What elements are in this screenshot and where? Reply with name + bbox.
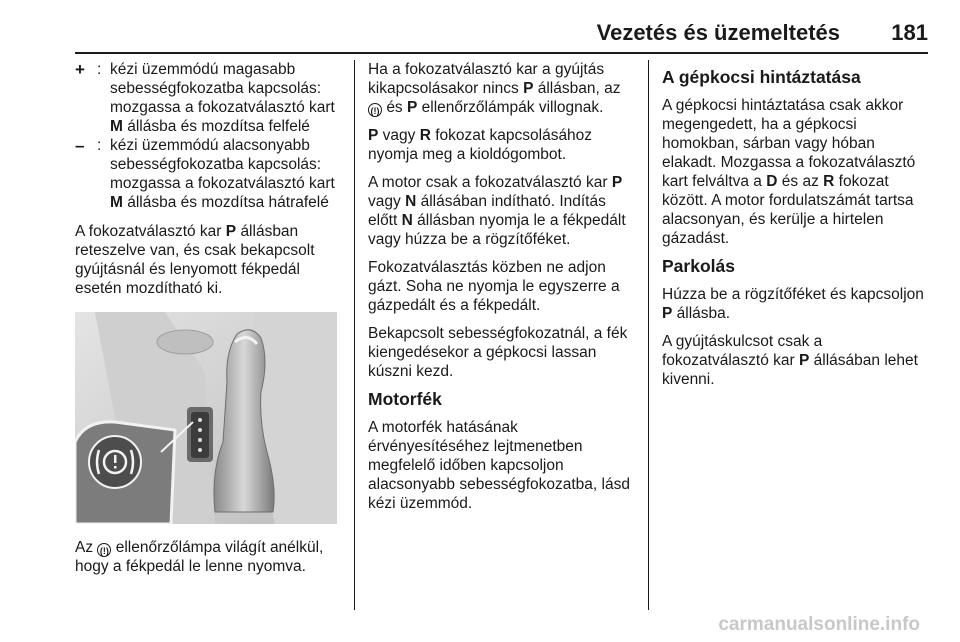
paragraph-ignition: Ha a fokozatválasztó kar a gyújtás kikapcsolásakor nincs P állásban, az (!) és P ellenőrzőlámpák villognak. (368, 61, 621, 116)
header-rule (75, 52, 928, 54)
bullet-text: kézi üzemmódú alacsonyabb sebességfokozatba kapcsolás: mozgassa a fokozatválasztó kart M állásba és mozdítsa hátrafelé (110, 137, 335, 211)
brake-pedal-warning-icon: (!) (97, 543, 111, 557)
column-2 (368, 60, 633, 522)
paragraph-rocking: A gépkocsi hintáztatása csak akkor megengedett, ha a gépkocsi homokban, sárban vagy hóban elakadt. Mozgassa a fokozatválasztó kart felváltva a D és az R fokozat között. A motor fordulatszámát tartsa alacsonyan, és kerülje a hirtelen gázadást. (662, 97, 916, 247)
gear-selector-illustration (75, 312, 337, 524)
bullet-downshift: – : kézi üzemmódú alacsonyabb sebességfokozatba kapcsolás: mozgassa a fokozatválasztó kart M állásba és mozdítsa hátrafelé (75, 136, 343, 212)
column-1 (75, 60, 343, 585)
brake-pedal-warning-icon: (!) (368, 103, 382, 117)
page-header-title: Vezetés és üzemeltetés (596, 20, 840, 45)
column-3 (662, 60, 930, 398)
minus-icon: – (75, 136, 85, 155)
heading-engine-brake: Motorfék (368, 389, 442, 409)
paragraph-engine-start: A motor csak a fokozatválasztó kar P vagy N állásában indítható. Indítás előtt N állásban nyomja le a fékpedált vagy húzza be a rögzítőféket. (368, 174, 626, 248)
heading-rocking: A gépkocsi hintáztatása (662, 67, 861, 87)
heading-parking: Parkolás (662, 256, 735, 276)
paragraph-release-button: P vagy R fokozat kapcsolásához nyomja meg a kioldógombot. (368, 127, 593, 163)
paragraph-throttle: Fokozatválasztás közben ne adjon gázt. Soha ne nyomja le egyszerre a gázpedált és a fékpedált. (368, 259, 620, 314)
plus-icon: + (75, 60, 85, 79)
paragraph-engine-brake: A motorfék hatásának érvényesítéséhez lejtmenetben megfelelő időben kapcsoljon alacsonyabb sebességfokozatba, lásd kézi üzemmód. (368, 419, 630, 512)
paragraph-lock: A fokozatválasztó kar P állásban reteszelve van, és csak bekapcsolt gyújtásnál és lenyomott fékpedál esetén mozdítható ki. (75, 223, 315, 297)
column-divider-1 (354, 60, 355, 610)
bullet-upshift: + : kézi üzemmódú magasabb sebességfokozatba kapcsolás: mozgassa a fokozatválasztó kart M állásba és mozdítsa felfelé (75, 60, 343, 136)
bullet-text: kézi üzemmódú magasabb sebességfokozatba kapcsolás: mozgassa a fokozatválasztó kart M állásba és mozdítsa felfelé (110, 61, 335, 135)
paragraph-creep: Bekapcsolt sebességfokozatnál, a fék kiengedésekor a gépkocsi lassan kúszni kezd. (368, 325, 628, 380)
site-watermark: carmanualsonline.info (718, 614, 920, 635)
column-divider-2 (648, 60, 649, 610)
page-number: 181 (891, 20, 928, 45)
paragraph-parking: Húzza be a rögzítőféket és kapcsoljon P állásba. (662, 286, 924, 322)
paragraph-key-removal: A gyújtáskulcsot csak a fokozatválasztó kar P állásában lehet kivenni. (662, 333, 918, 388)
illustration-caption: Az (!) ellenőrzőlámpa világít anélkül, hogy a fékpedál le lenne nyomva. (75, 539, 324, 575)
